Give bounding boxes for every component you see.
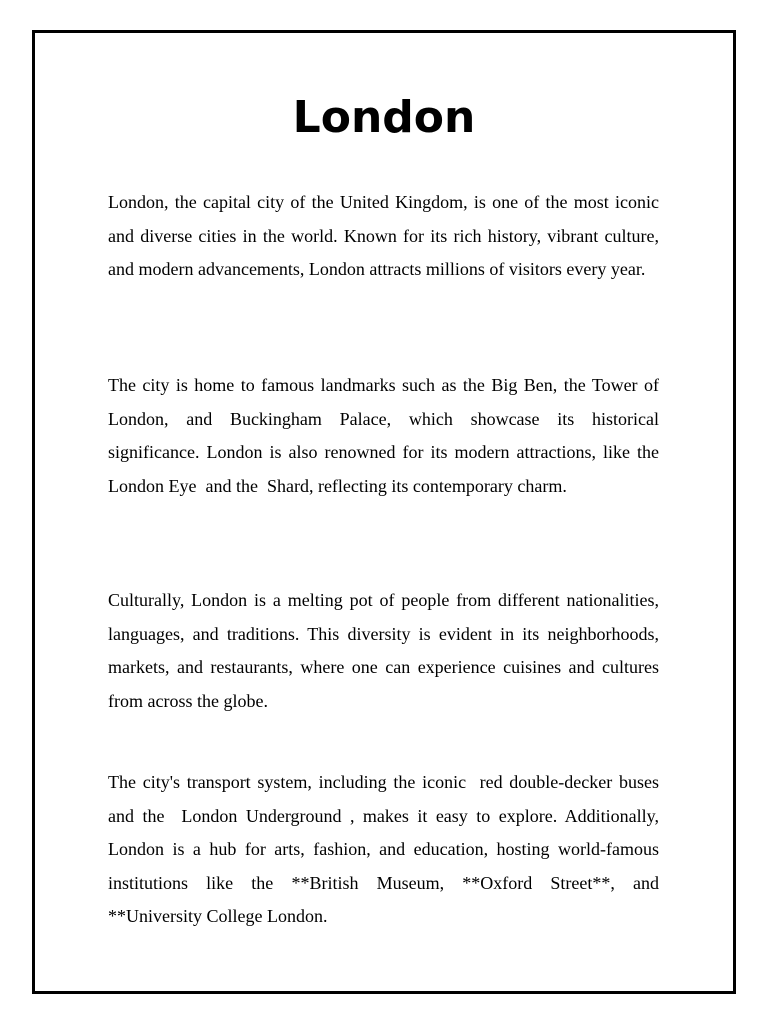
paragraph-transport: The city's transport system, including the iconic red double-decker buses and the London Underground , makes it easy to explore. Additionally, London is a hub for arts, fashion, and education, hosting world-famous institutions like the **British Museum, **Oxford Street**, and **University College London. xyxy=(108,772,668,927)
paragraph-landmarks: The city is home to famous landmarks such as the Big Ben, the Tower of London, and Buckingham Palace, which showcase its historical significance. London is also renowned for its modern attractions, like the London Eye and the Shard, reflecting its contemporary charm. xyxy=(108,375,664,496)
paragraph-introduction: London, the capital city of the United Kingdom, is one of the most iconic and diverse cities in the world. Known for its rich history, vibrant culture, and modern advancements, London attracts millions of visitors every year. xyxy=(108,192,664,280)
page-title: London xyxy=(292,92,476,143)
paragraph-culture: Culturally, London is a melting pot of people from different nationalities, languages, and traditions. This diversity is evident in its neighborhoods, markets, and restaurants, where one can experience cuisines and cultures from across the globe. xyxy=(108,590,664,711)
